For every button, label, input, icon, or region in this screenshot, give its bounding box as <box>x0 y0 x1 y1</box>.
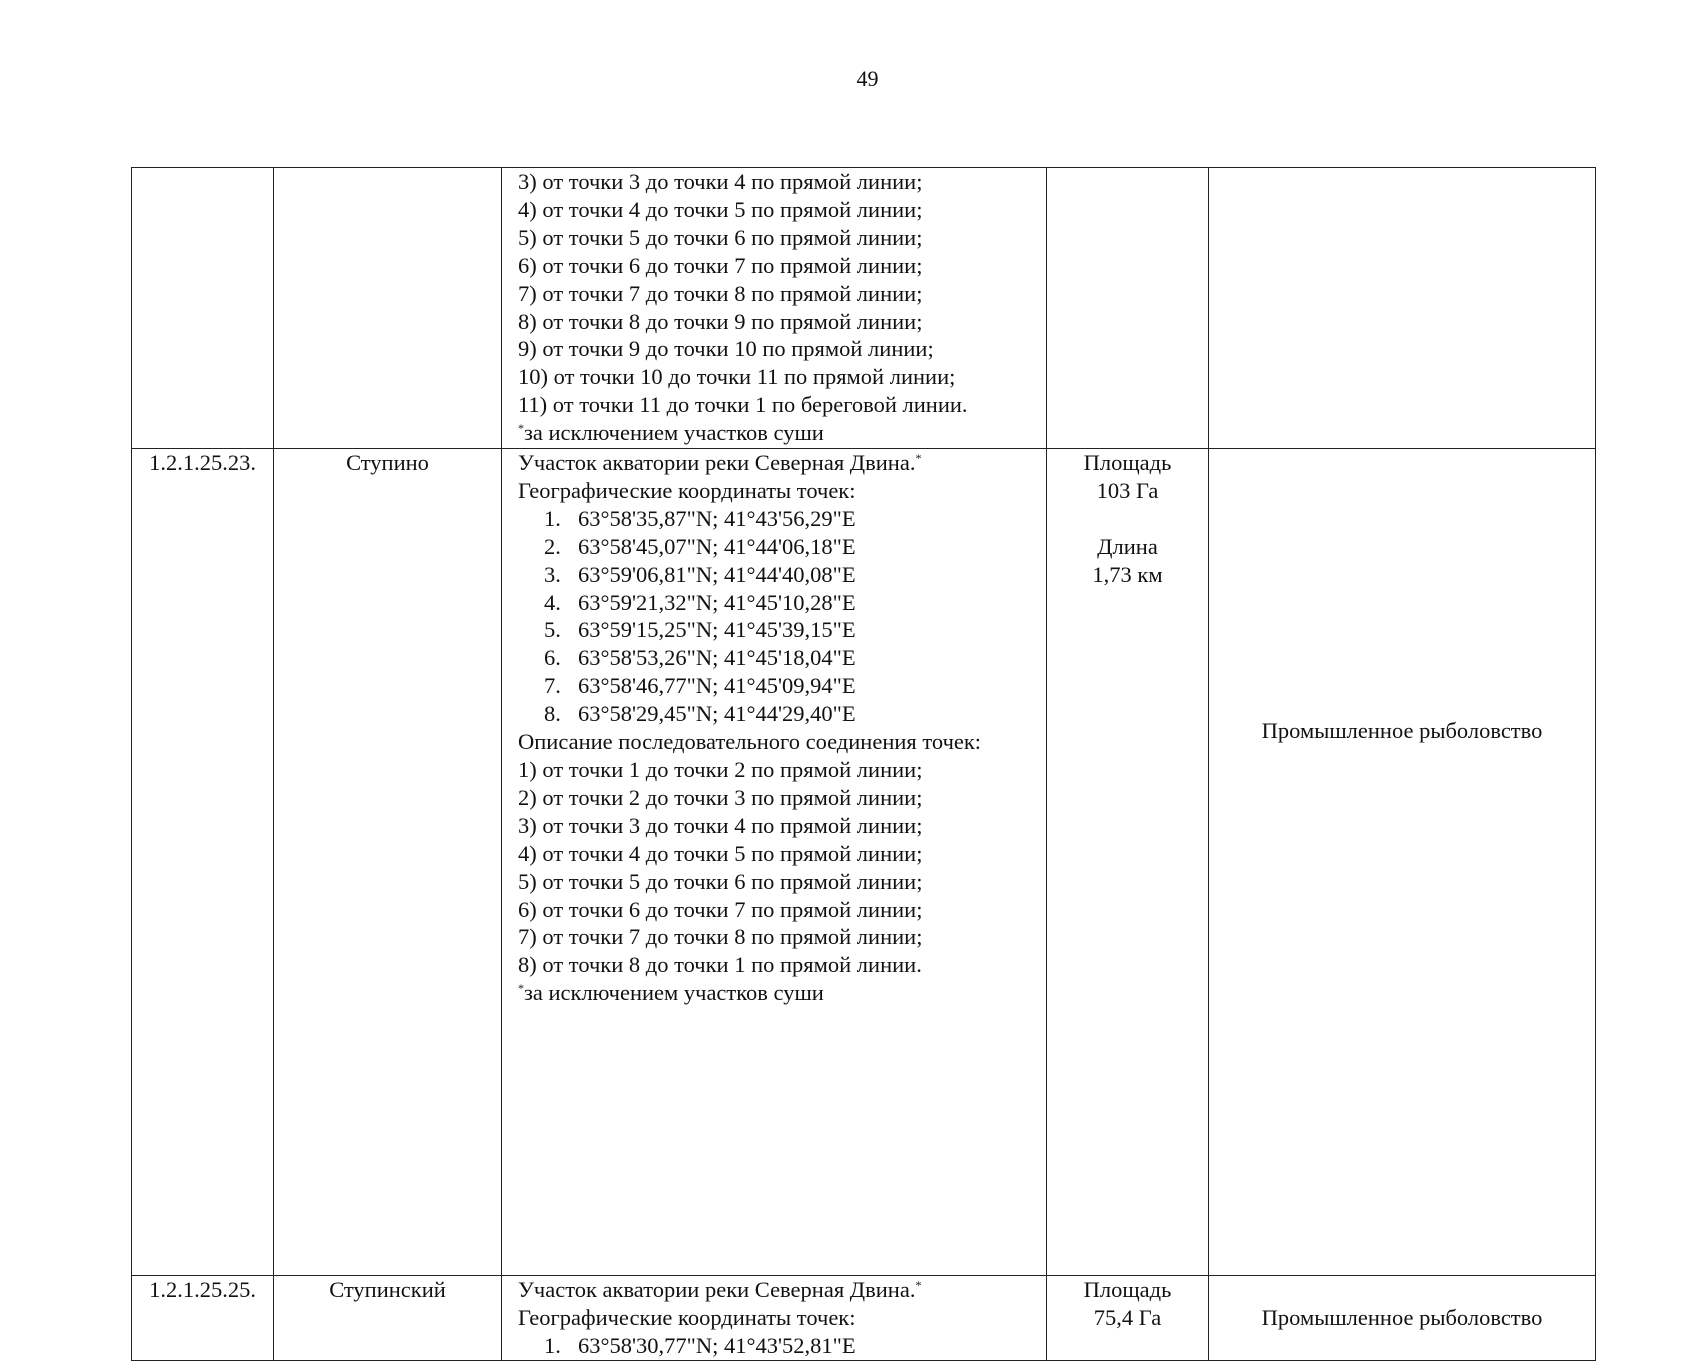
coords-heading: Географические координаты точек: <box>518 477 856 503</box>
footnote-text: за исключением участков суши <box>524 980 824 1006</box>
coordinate-number: 2. <box>544 533 561 559</box>
coordinate-number: 1. <box>544 1332 561 1358</box>
coordinate-number: 8. <box>544 701 561 727</box>
connection-line: 4) от точки 4 до точки 5 по прямой линии; <box>518 196 923 222</box>
connection-line: 7) от точки 7 до точки 8 по прямой линии; <box>518 924 923 950</box>
coordinate-value: 63°59'06,81"N; 41°44'40,08"E <box>578 561 856 587</box>
page-number: 49 <box>856 66 879 91</box>
footnote-line <box>518 419 1044 447</box>
purpose-cell: Промышленное рыболовство <box>1209 449 1596 1276</box>
coordinate-value: 63°58'45,07"N; 41°44'06,18"E <box>578 533 856 559</box>
description-cell <box>502 168 1047 449</box>
purpose-cell <box>1209 168 1596 449</box>
coordinate-value: 63°59'21,32"N; 41°45'10,28"E <box>578 589 856 615</box>
purpose-cell: Промышленное рыболовство <box>1209 1276 1596 1361</box>
length-value: 1,73 км <box>1092 561 1163 587</box>
row-id-cell <box>132 168 274 449</box>
connection-line: 3) от точки 3 до точки 4 по прямой линии; <box>518 169 923 194</box>
row-name-cell: Ступинский <box>274 1276 502 1361</box>
connection-line: 9) от точки 9 до точки 10 по прямой линии; <box>518 336 934 362</box>
coords-heading: Географические координаты точек: <box>518 1304 856 1330</box>
coordinate-number: 6. <box>544 645 561 671</box>
connection-line: 6) от точки 6 до точки 7 по прямой линии; <box>518 896 923 922</box>
area-label: Площадь <box>1083 1277 1172 1302</box>
coordinate-number: 4. <box>544 589 561 615</box>
coordinate-value: 63°58'30,77"N; 41°43'52,81"E <box>578 1332 856 1358</box>
description-cell <box>502 449 1047 1276</box>
footnote-text: за исключением участков суши <box>524 420 824 446</box>
coordinate-item <box>518 505 1044 533</box>
connection-line: 4) от точки 4 до точки 5 по прямой линии; <box>518 840 923 866</box>
coordinate-value: 63°58'46,77"N; 41°45'09,94"E <box>578 673 856 699</box>
size-cell <box>1047 449 1209 1276</box>
coordinate-value: 63°59'15,25"N; 41°45'39,15"E <box>578 617 856 643</box>
area-value: 75,4 Га <box>1093 1304 1162 1330</box>
area-title-text: Участок акватории реки Северная Двина. <box>518 450 916 475</box>
coordinate-item <box>518 589 1044 617</box>
registry-table <box>131 167 1596 1361</box>
coordinate-value: 63°58'29,45"N; 41°44'29,40"E <box>578 701 856 727</box>
coordinate-number: 5. <box>544 617 561 643</box>
spacer <box>1049 505 1206 533</box>
connection-line: 8) от точки 8 до точки 1 по прямой линии. <box>518 952 922 978</box>
coordinate-number: 7. <box>544 673 561 699</box>
connection-line: 5) от точки 5 до точки 6 по прямой линии; <box>518 868 923 894</box>
size-cell <box>1047 1276 1209 1361</box>
coordinate-number: 3. <box>544 561 561 587</box>
row-name-cell <box>274 168 502 449</box>
size-cell <box>1047 168 1209 449</box>
footnote-mark: * <box>915 451 922 465</box>
description-cell <box>502 1276 1047 1361</box>
footnote-mark: * <box>518 421 524 436</box>
connection-line: 10) от точки 10 до точки 11 по прямой линии; <box>518 364 956 390</box>
area-title <box>518 1276 1044 1304</box>
area-title <box>518 449 1044 477</box>
table-row <box>132 168 1596 449</box>
coordinate-item <box>518 700 1044 728</box>
row-name-cell: Ступино <box>274 449 502 1276</box>
coordinate-item <box>518 616 1044 644</box>
table-row <box>132 1276 1596 1361</box>
coordinate-item <box>518 672 1044 700</box>
row-id-cell: 1.2.1.25.23. <box>132 449 274 1276</box>
footnote-line <box>518 979 1044 1007</box>
table-row <box>132 449 1596 1276</box>
coordinate-item <box>518 561 1044 589</box>
area-label: Площадь <box>1083 450 1172 475</box>
connection-line: 7) от точки 7 до точки 8 по прямой линии; <box>518 280 923 306</box>
area-title-text: Участок акватории реки Северная Двина. <box>518 1277 916 1302</box>
coordinate-item <box>518 533 1044 561</box>
connection-line: 6) от точки 6 до точки 7 по прямой линии; <box>518 252 923 278</box>
connection-line: 8) от точки 8 до точки 9 по прямой линии; <box>518 308 923 334</box>
coordinate-item <box>518 1332 1044 1360</box>
footnote-mark: * <box>915 1278 922 1292</box>
footnote-mark: * <box>518 981 524 996</box>
connection-heading: Описание последовательного соединения точек: <box>518 729 982 755</box>
connection-line: 5) от точки 5 до точки 6 по прямой линии; <box>518 224 923 250</box>
coordinate-item <box>518 644 1044 672</box>
row-id-cell: 1.2.1.25.25. <box>132 1276 274 1361</box>
connection-line: 3) от точки 3 до точки 4 по прямой линии; <box>518 812 923 838</box>
coordinate-value: 63°58'35,87"N; 41°43'56,29"E <box>578 505 856 531</box>
connection-line: 1) от точки 1 до точки 2 по прямой линии; <box>518 756 923 782</box>
connection-line: 2) от точки 2 до точки 3 по прямой линии; <box>518 784 923 810</box>
length-label: Длина <box>1097 533 1158 559</box>
connection-line: 11) от точки 11 до точки 1 по береговой линии. <box>518 392 968 418</box>
area-value: 103 Га <box>1096 477 1159 503</box>
coordinate-number: 1. <box>544 505 561 531</box>
coordinate-value: 63°58'53,26"N; 41°45'18,04"E <box>578 645 856 671</box>
